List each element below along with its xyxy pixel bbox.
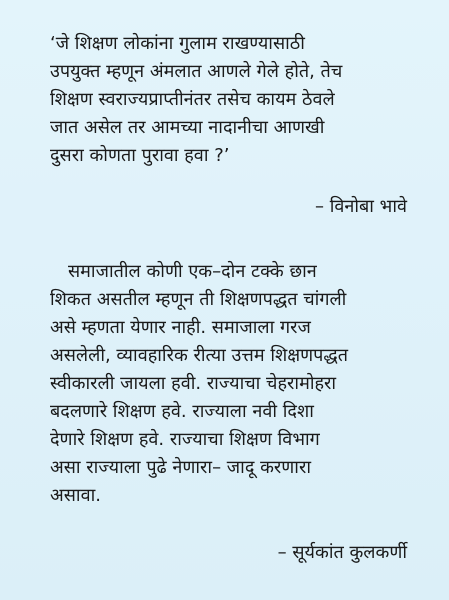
quote-line: बदलणारे शिक्षण हवे. राज्याला नवी दिशा xyxy=(50,401,314,422)
quote-kulkarni xyxy=(50,258,420,510)
quote-line: समाजातील कोणी एक–दोन टक्के छान xyxy=(68,261,317,282)
quote-line: उपयुक्त म्हणून अंमलात आणले गेले होते, तेच xyxy=(50,61,343,82)
quote-line: ‘जे शिक्षण लोकांना गुलाम राखण्यासाठी xyxy=(50,33,305,54)
quote-line: स्वीकारली जायला हवी. राज्याचा चेहरामोहरा xyxy=(50,373,337,394)
quote-line: असावा. xyxy=(50,485,101,506)
quote-line: दुसरा कोणता पुरावा हवा ?’ xyxy=(50,145,230,166)
quote-author-kulkarni: – सूर्यकांत कुलकर्णी xyxy=(277,542,407,563)
quote-author-vinoba: – विनोबा भावे xyxy=(314,196,407,217)
quote-line: शिक्षण स्वराज्यप्राप्तीनंतर तसेच कायम ठेवले xyxy=(50,89,335,110)
quote-line: असे म्हणता येणार नाही. समाजाला गरज xyxy=(50,317,311,338)
quote-line: असा राज्याला पुढे नेणारा– जादू करणारा xyxy=(50,457,311,478)
quote-line: शिकत असतील म्हणून ती शिक्षणपद्धत चांगली xyxy=(50,289,347,310)
quote-line: असलेली, व्यावहारिक रीत्या उत्तम शिक्षणपद्धत xyxy=(50,345,349,366)
quote-vinoba xyxy=(50,30,420,170)
quote-line: देणारे शिक्षण हवे. राज्याचा शिक्षण विभाग xyxy=(50,429,320,450)
quote-line: जात असेल तर आमच्या नादानीचा आणखी xyxy=(50,117,325,138)
